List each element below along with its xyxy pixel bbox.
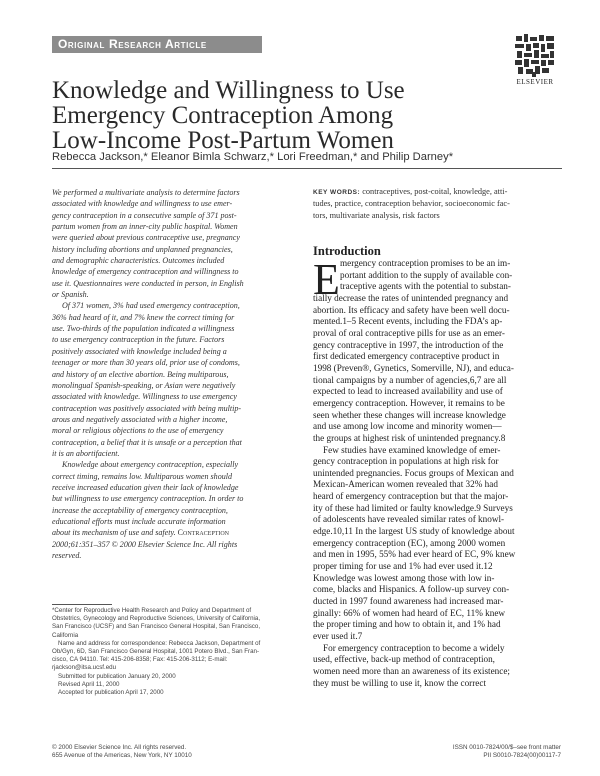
keywords-line: tors, multivariate analysis, risk factors (313, 210, 440, 220)
abstract-line: to use emergency contraception in the future. Factors (52, 335, 225, 345)
footnote-line: San Francisco (UCSF) and San Francisco General Hospital, San Francisco, (52, 623, 261, 631)
body-line: edge.10,11 In the largest US study of knowledge about (313, 526, 515, 537)
issn-line: ISSN 0010-7824/00/$–see front matter (452, 744, 561, 751)
abstract-line: and history of an elective abortion. Being multiparous, (52, 369, 229, 379)
section-label: Original Research Article (52, 36, 262, 53)
elsevier-logo-icon (512, 32, 558, 78)
keywords (313, 186, 561, 221)
body-line: used, effective, back-up method of contraception, (313, 654, 495, 665)
abstract-line: reserved. (52, 551, 82, 560)
body-line: Few studies have examined knowledge of emer- (323, 444, 501, 455)
abstract-line: positively associated with knowledge included being a (52, 346, 227, 356)
body-line: gency contraception in populations at high risk for (313, 456, 499, 467)
acceptance-date: Accepted for publication April 17, 2000 (58, 689, 164, 697)
footnote-line: Ob/Gyn, 6D, San Francisco General Hospital, 1001 Potero Blvd., San Fran- (52, 648, 260, 656)
abstract-text: about its mechanism of use and safety. (52, 528, 176, 538)
issn-info (420, 744, 561, 761)
keywords-line (313, 186, 561, 198)
abstract-line: associated with knowledge. Willingness to use emergency (52, 392, 237, 402)
abstract-line: Knowledge about emergency contraception, especially (62, 460, 239, 470)
abstract-line: contraception was positively associated with being multip- (52, 403, 242, 413)
submission-date: Submitted for publication January 20, 2000 (58, 672, 176, 680)
keywords-text: contraceptives, post-coital, knowledge, atti- (362, 187, 508, 196)
body-line: seen whether these changes will increase knowledge (313, 409, 506, 420)
copyright-notice (52, 744, 192, 761)
abstract-line: 2000;61:351–357 © 2000 Elsevier Science Inc. All rights (52, 539, 238, 549)
body-line: they must be willing to use it, know the correct (313, 677, 486, 688)
footnote-line: Name and address for correspondence: Rebecca Jackson, Department of (58, 639, 261, 647)
body-line: mented.1–5 Recent events, including the FDA’s ap- (313, 316, 503, 327)
body-line: of adolescents have revealed similar rates of knowl- (313, 514, 505, 525)
footnote-divider (52, 604, 112, 605)
introduction-body (313, 255, 561, 689)
abstract-line: associated with knowledge and willingness to use emer- (52, 199, 233, 209)
body-line: emergency contraception (EC), among 2000 women (313, 537, 506, 548)
body-line: unintended pregnancies. Focus groups of Mexican and (313, 467, 514, 478)
body-line: heard of emergency contraception but that the major- (313, 491, 509, 502)
publisher-name: ELSEVIER (516, 78, 554, 86)
abstract-line: correct timing, remains low. Multiparous women should (52, 471, 233, 481)
abstract-paragraph (52, 300, 296, 459)
body-line: the groups at highest risk of unintended pregnancy.8 (313, 432, 506, 443)
abstract-line: partum women from an inner-city public hospital. Women (52, 222, 238, 232)
body-line: Mexican-American women revealed that 32% had (313, 479, 498, 490)
publisher-address: 655 Avenue of the Americas, New York, NY 10010 (52, 752, 192, 760)
abstract-line: gency contraception in a consecutive sample of 371 post- (52, 210, 237, 220)
header-divider (52, 168, 562, 169)
section-heading: Introduction (313, 244, 381, 258)
title-line: Low-Income Post-Partum Women (52, 127, 394, 154)
abstract-line: We performed a multivariate analysis to determine factors (52, 188, 240, 197)
abstract-paragraph (52, 459, 296, 561)
abstract (52, 187, 296, 561)
copyright-line: © 2000 Elsevier Science Inc. All rights reserved. (52, 744, 187, 751)
abstract-line: knowledge of emergency contraception and willingness to (52, 267, 239, 277)
keywords-label: KEY WORDS: (313, 189, 361, 196)
drop-cap: E (313, 255, 340, 304)
body-line: tional campaigns by a number of agencies,6,7 are all (313, 374, 507, 385)
abstract-line: monolingual Spanish-speaking, or Asian were negatively (52, 380, 236, 390)
footnotes (52, 607, 296, 697)
abstract-line: use. Two-thirds of the population indicated a willingness (52, 324, 235, 334)
abstract-line (52, 527, 296, 538)
abstract-paragraph (52, 187, 296, 300)
abstract-line: but willingness to use emergency contraception. In order to (52, 494, 244, 504)
abstract-line: increase the acceptability of emergency contraception, (52, 505, 228, 515)
body-line: gency contraceptive in 1997, the introduction of the (313, 339, 504, 350)
abstract-line: contraception, a belief that it is unsafe or a perception that (52, 437, 242, 447)
abstract-line: educational efforts must include accurate information (52, 516, 226, 526)
author-list: Rebecca Jackson,* Eleanor Bimla Schwarz,* Lori Freedman,* and Philip Darney* (52, 151, 454, 163)
body-line: first dedicated emergency contraceptive product in (313, 351, 500, 362)
abstract-line: were queried about previous contraceptive use, pregnancy (52, 233, 240, 243)
body-line: For emergency contraception to become a widely (323, 642, 505, 653)
body-line: come, blacks and Hispanics. A follow-up survey con- (313, 584, 510, 595)
title-line: Knowledge and Willingness to Use (52, 77, 405, 104)
body-line: emergency contraception. However, it remains to be (313, 397, 505, 408)
keywords-line: tudes, practice, contraception behavior, socioeconomic fac- (313, 199, 510, 209)
abstract-line: arous and negatively associated with a higher income, (52, 414, 228, 424)
body-line: proval of oral contraceptive pills for use as an emer- (313, 327, 505, 338)
body-line: ity of these had limited or faulty knowledge.9 Surveys (313, 502, 513, 513)
abstract-line: it is an abortifacient. (52, 448, 120, 458)
abstract-line: teenager or more than 30 years old, prior use of condoms, (52, 358, 240, 368)
body-line: tially decrease the rates of unintended pregnancy and (313, 292, 509, 303)
pii-line: PII S0010-7824(00)00117-7 (483, 752, 561, 760)
abstract-line: receive increased education given their lack of knowledge (52, 482, 239, 492)
body-line: the proper timing and how to obtain it, and 1% had (313, 619, 501, 630)
footnote-line: Obstetrics, Gynecology and Reproductive Sciences, University of California, (52, 615, 261, 623)
abstract-line: moral or religious objections to the use of emergency (52, 426, 224, 436)
footnote-line: cisco, CA 94110. Tel: 415-206-8358; Fax: 415-206-3112; E-mail: (52, 656, 228, 664)
body-line: ducted in 1997 found awareness had increased mar- (313, 596, 504, 607)
body-line: abortion. Its efficacy and safety have been well docu- (313, 304, 510, 315)
abstract-line: and demographic characteristics. Outcomes included (52, 256, 225, 266)
body-line: mergency contraception promises to be an im- (340, 258, 511, 268)
body-line: proper timing for use and 1% had ever used it.12 (313, 561, 493, 572)
abstract-line: 36% had heard of it, and 7% knew the correct timing for (52, 312, 235, 322)
body-line: and use among low income and minority women— (313, 421, 502, 432)
body-line: portant addition to the supply of available con- (340, 269, 513, 280)
abstract-line: use it. Questionnaires were conducted in person, in English (52, 278, 244, 288)
footnote-line: rjackson@itsa.ucsf.edu (52, 664, 117, 672)
footnote-line: *Center for Reproductive Health Research and Policy and Department of (52, 607, 252, 614)
abstract-line: Of 371 women, 3% had used emergency contraception, (62, 301, 240, 311)
body-line: ever used it.7 (313, 631, 363, 641)
abstract-line: history including abortions and unplanned pregnancies, (52, 244, 233, 254)
footnote-line: California (52, 631, 79, 639)
journal-name: Contraception (177, 528, 229, 538)
body-line: Knowledge was lowest among those with low in- (313, 572, 495, 583)
body-line: and men in 1995, 55% had ever heard of EC, 9% knew (313, 549, 516, 560)
body-line: women need more than an awareness of its existence; (313, 665, 510, 676)
abstract-line: or Spanish. (52, 290, 89, 300)
body-line: traceptive agents with the potential to substan- (340, 281, 511, 292)
body-line: ginally: 66% of women had heard of EC, 11% knew (313, 607, 506, 618)
body-line: expected to lead to increased availability and use of (313, 386, 503, 397)
article-title (52, 78, 492, 153)
revision-date: Revised April 11, 2000 (58, 680, 120, 688)
title-line: Emergency Contraception Among (52, 102, 394, 129)
body-line: 1998 (Preven®, Gynetics, Somerville, NJ), and educa- (313, 362, 514, 373)
